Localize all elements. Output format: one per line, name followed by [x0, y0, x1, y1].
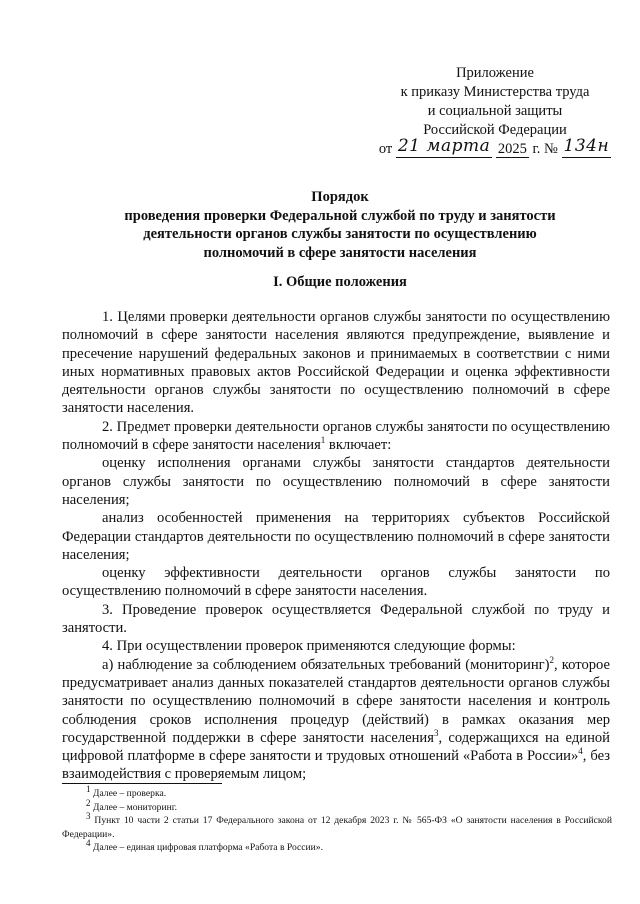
handwritten-date: 21 марта: [397, 136, 491, 156]
appendix-country-line: Российской Федерации: [423, 122, 567, 138]
appendix-label: Приложение: [456, 65, 534, 81]
paragraph-1: 1. Целями проверки деятельности органов службы занятости по осуществлению полномочий в сфере занятости населения являются предупреждение, выявление и пресечение нарушений федеральных законов и принимаемых в соответствии с ними иных нормативных правовых актов Российской Федерации и оценка эффективности деятельности органов службы занятости по осуществлению полномочий в сфере занятости населения.: [62, 309, 610, 417]
document-body: [62, 308, 610, 784]
title-line-1: Порядок: [311, 189, 369, 205]
footnote-1: $^1$ Далее – проверка.: [86, 783, 167, 799]
appendix-header: [360, 64, 630, 159]
order-number-prefix: г. №: [532, 141, 558, 157]
footnote-ref-3: 3: [433, 727, 439, 738]
footnote-ref-1: 1: [320, 435, 326, 446]
order-year-field: [496, 142, 529, 158]
footnote-4: $^4$ Далее – единая цифровая платформа «Работа в России».: [86, 837, 323, 853]
footnote-ref-2: 2: [549, 654, 554, 665]
title-line-4: полномочий в сфере занятости населения: [203, 244, 477, 261]
title-line-3: деятельности органов службы занятости по осуществлению: [143, 226, 537, 242]
paragraph-6: 3. Проведение проверок осуществляется Федеральной службой по труду и занятости.: [62, 601, 610, 637]
footnote-3: $^3$ Пункт 10 части 2 статьи 17 Федерального закона от 12 декабря 2023 г. № 565-ФЗ «О занятости населения в Российской Федерации».: [62, 810, 612, 840]
handwritten-number: 134н: [563, 136, 610, 156]
paragraph-4: анализ особенностей применения на территориях субъектов Российской Федерации стандартов деятельности по осуществлению полномочий в сфере занятости населения;: [62, 510, 610, 563]
order-date-line: [360, 136, 630, 159]
paragraph-3: оценку исполнения органами службы занятости стандартов деятельности органов службы занятости по осуществлению полномочий в сфере занятости населения;: [62, 455, 610, 508]
paragraph-8: а) наблюдение за соблюдением обязательных требований (мониторинг)$^2$, которое предусматривает анализ данных показателей стандартов деятельности органов службы занятости по осуществлению полномочий в сфере занятости населения и контроль соблюдения сроков исполнения процедур (действий) в рамках оказания мер государственной поддержки в сфере занятости населения$^3$, содержащихся на единой цифровой платформе в сфере занятости и трудовых отношений «Работа в России»$^4$, без взаимодействия с проверяемым лицом;: [62, 654, 610, 783]
footnote-2: $^2$ Далее – мониторинг.: [86, 797, 177, 813]
paragraph-7: 4. При осуществлении проверок применяются следующие формы:: [102, 638, 516, 655]
appendix-ministry-line: и социальной защиты: [427, 103, 563, 119]
title-line-2: проведения проверки Федеральной службой по труду и занятости: [124, 207, 556, 224]
order-year: 2025: [497, 141, 527, 157]
footnote-ref-4: 4: [578, 746, 583, 757]
order-date-field: [396, 136, 492, 158]
footnotes: [62, 783, 612, 855]
order-number-field: [562, 136, 612, 158]
appendix-order-line: к приказу Министерства труда: [400, 84, 590, 100]
paragraph-2: 2. Предмет проверки деятельности органов службы занятости по осуществлению полномочий в сфере занятости населения$^1$ включает:: [62, 418, 610, 454]
paragraph-5: оценку эффективности деятельности органов службы занятости по осуществлению полномочий в сфере занятости населения.: [62, 565, 610, 600]
date-prefix: от: [378, 141, 393, 157]
section-heading: I. Общие положения: [273, 274, 407, 290]
document-title: [60, 188, 620, 262]
